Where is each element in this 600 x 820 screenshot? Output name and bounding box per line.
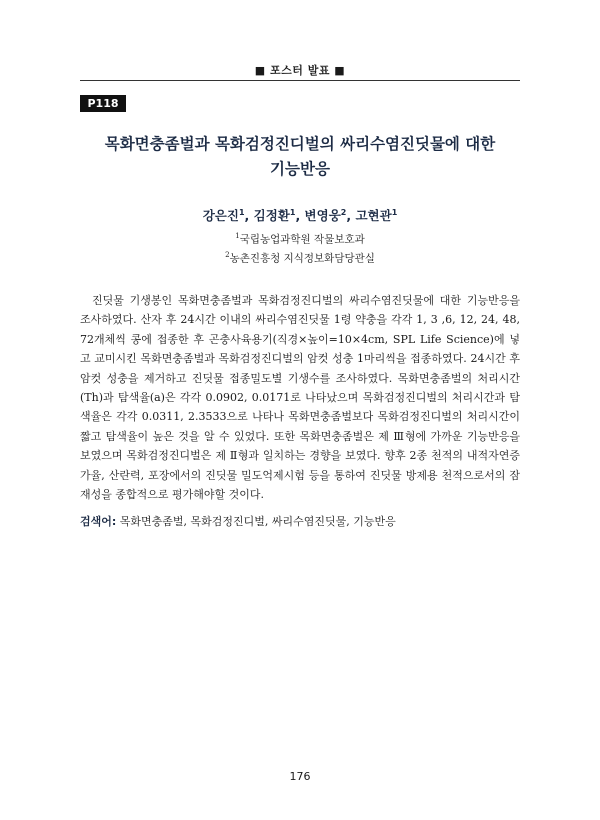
keywords-text: 목화면충좀벌, 목화검정진디벌, 싸리수염진딧물, 기능반응: [119, 515, 396, 528]
keywords-label: 검색어:: [80, 515, 117, 528]
author-affil-mark: 1: [289, 207, 296, 217]
header-divider: [80, 80, 520, 81]
affiliation-text: 국립농업과학원 작물보호과: [239, 233, 365, 246]
author-affil-mark: 1: [391, 207, 398, 217]
poster-code-badge: P118: [80, 95, 126, 112]
affiliation-item: [60, 248, 540, 267]
page-number: 176: [289, 770, 311, 783]
author-name: 강은진: [202, 208, 239, 223]
paper-title: [60, 132, 540, 182]
author-list: 강은진$^1$, 김정환$^1$, 변영웅$^2$, 고현관$^1$: [202, 207, 398, 223]
affiliation-item: [60, 229, 540, 248]
affiliation-text: 농촌진흥청 지식정보화담당관실: [229, 252, 375, 264]
author-affil-mark: 1: [238, 207, 245, 217]
author-affil-mark: 2: [340, 207, 347, 217]
author-name: 변영웅: [304, 208, 341, 223]
abstract-body: 진딧물 기생봉인 목화면충좀벌과 목화검정진디벌의 싸리수염진딧물에 대한 기능반응을 조사하였다. 산자 후 24시간 이내의 싸리수염진딧물 1령 약충을 각각 1, 3 ,6, 12, 24, 48, 72개체씩 콩에 접종한 후 곤충사육용기(직경×높이=10×4cm, SPL Life Science)에 넣고 교미시킨 목화면충좀벌과 목화검정진디벌의 암컷 성충 1마리씩을 접종하였다. 24시간 후 암컷 성충을 제거하고 진딧물 접종밀도별 기생수를 조사하였다. 목화면충좀벌의 처리시간(Th)과 탐색율(a)은 각각 0.0902, 0.0171로 나타났으며 목화검정진디벌의 처리시간과 탐색율은 각각 0.0311, 2.3533으로 나타나 목화면충좀벌보다 목화검정진디벌의 처리시간이 짧고 탐색율이 높은 것을 알 수 있었다. 또한 목화면충좀벌은 제 Ⅲ형에 가까운 기능반응을 보였으며 목화검정진디벌은 제 Ⅱ형과 일치하는 경향을 보였다. 향후 2종 천적의 내적자연증가율, 산란력, 포장에서의 진딧물 밀도억제시험 등을 통하여 진딧물 방제용 천적으로서의 잠재성을 종합적으로 평가해야할 것이다.: [80, 294, 520, 502]
section-header: ■ 포스터 발표 ■: [254, 64, 346, 77]
affiliation-list: [60, 229, 540, 266]
affiliation-mark: 1: [235, 232, 240, 240]
title-line-1: 목화면충좀벌과 목화검정진디벌의 싸리수염진딧물에 대한: [104, 135, 496, 153]
affiliation-mark: 2: [225, 250, 230, 259]
keywords: [80, 513, 520, 531]
author-name: 김정환: [253, 208, 290, 223]
title-line-2: 기능반응: [270, 160, 330, 178]
author-name: 고현관: [355, 208, 392, 223]
